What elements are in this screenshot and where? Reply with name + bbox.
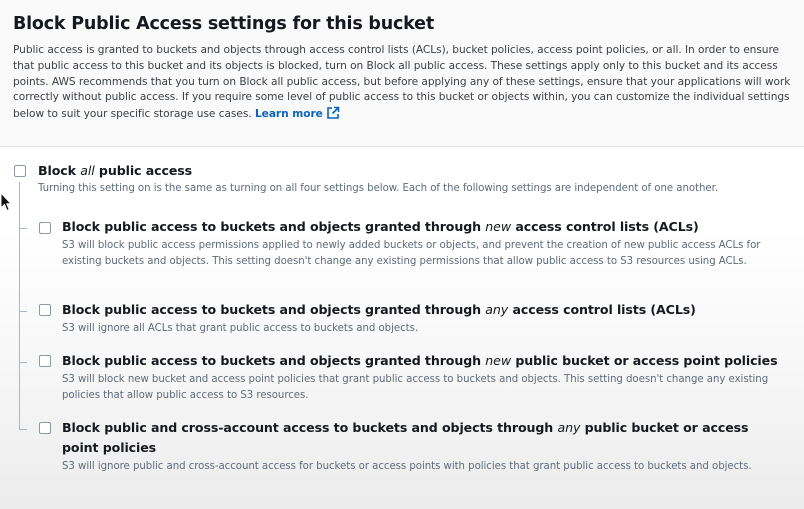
block-any-policies-checkbox[interactable] xyxy=(39,422,51,434)
option-title-post: public bucket or access point policies xyxy=(62,420,749,455)
mouse-pointer-icon xyxy=(0,192,12,212)
learn-more-link[interactable] xyxy=(255,108,340,120)
block-all-public-access-checkbox[interactable] xyxy=(14,165,26,177)
block-any-policies-description: S3 will ignore public and cross-account access for buckets or access points with policies that grant public access to buckets and objects. xyxy=(62,461,752,472)
option-title-pre: Block public access to buckets and objects granted through xyxy=(62,353,486,368)
block-new-acls-description: S3 will block public access permissions applied to newly added buckets or objects, and prevent the creation of new public access ACLs for existing buckets and objects. This setting doesn't change any existing permissions that allow public access to S3 resources using ACLs. xyxy=(62,240,761,267)
option-title-pre: Block public access to buckets and objects granted through xyxy=(62,302,486,317)
external-link-icon xyxy=(326,106,340,120)
block-any-acls-label[interactable] xyxy=(62,302,696,317)
settings-header xyxy=(0,0,804,147)
option-title-pre: Block public access to buckets and objects granted through xyxy=(62,219,486,234)
block-new-policies-label[interactable] xyxy=(62,353,778,368)
option-title-em: any xyxy=(557,420,581,435)
tree-branch xyxy=(19,311,27,312)
option-title-pre: Block public and cross-account access to buckets and objects through xyxy=(62,420,558,435)
tree-branch xyxy=(19,228,27,229)
header-description xyxy=(13,43,793,123)
tree-line xyxy=(19,182,20,429)
block-all-description: Turning this setting on is the same as turning on all four settings below. Each of the following settings are independent of one another. xyxy=(38,183,719,194)
header-description-text: Public access is granted to buckets and objects through access control lists (ACLs), bucket policies, access point policies, or all. In order to ensure that public access to this bucket and its objects is blocked, turn on Block all public access. These settings apply only to this bucket and its access points. AWS recommends that you turn on Block all public access, but before applying any of these settings, ensure that your applications will work correctly without public access. If you require some level of public access to this bucket or objects within, you can customize the individual settings below to suit your specific storage use cases. xyxy=(13,44,791,121)
option-title-post: public bucket or access point policies xyxy=(511,353,778,368)
block-new-policies-checkbox[interactable] xyxy=(39,355,51,367)
block-any-acls-description: S3 will ignore all ACLs that grant public access to buckets and objects. xyxy=(62,323,419,334)
tree-branch xyxy=(19,429,27,430)
block-new-policies-description: S3 will block new bucket and access point policies that grant public access to buckets and objects. This setting doesn't change any existing policies that allow public access to S3 resources. xyxy=(62,374,769,401)
learn-more-label: Learn more xyxy=(254,108,323,121)
option-title-em: new xyxy=(485,219,512,234)
block-new-acls-checkbox[interactable] xyxy=(39,222,51,234)
option-title-em: new xyxy=(485,353,512,368)
block-any-acls-checkbox[interactable] xyxy=(39,304,51,316)
page-title: Block Public Access settings for this bucket xyxy=(13,14,434,34)
block-new-acls-label[interactable] xyxy=(62,219,699,234)
tree-branch xyxy=(19,362,27,363)
block-all-title-post: public access xyxy=(94,163,193,178)
option-title-em: any xyxy=(485,302,509,317)
block-all-title-pre: Block xyxy=(38,163,81,178)
option-title-post: access control lists (ACLs) xyxy=(511,219,699,234)
block-all-title-em: all xyxy=(80,163,95,178)
block-all-public-access-label[interactable] xyxy=(38,163,192,178)
option-title-post: access control lists (ACLs) xyxy=(508,302,696,317)
block-any-policies-label[interactable] xyxy=(62,418,782,458)
